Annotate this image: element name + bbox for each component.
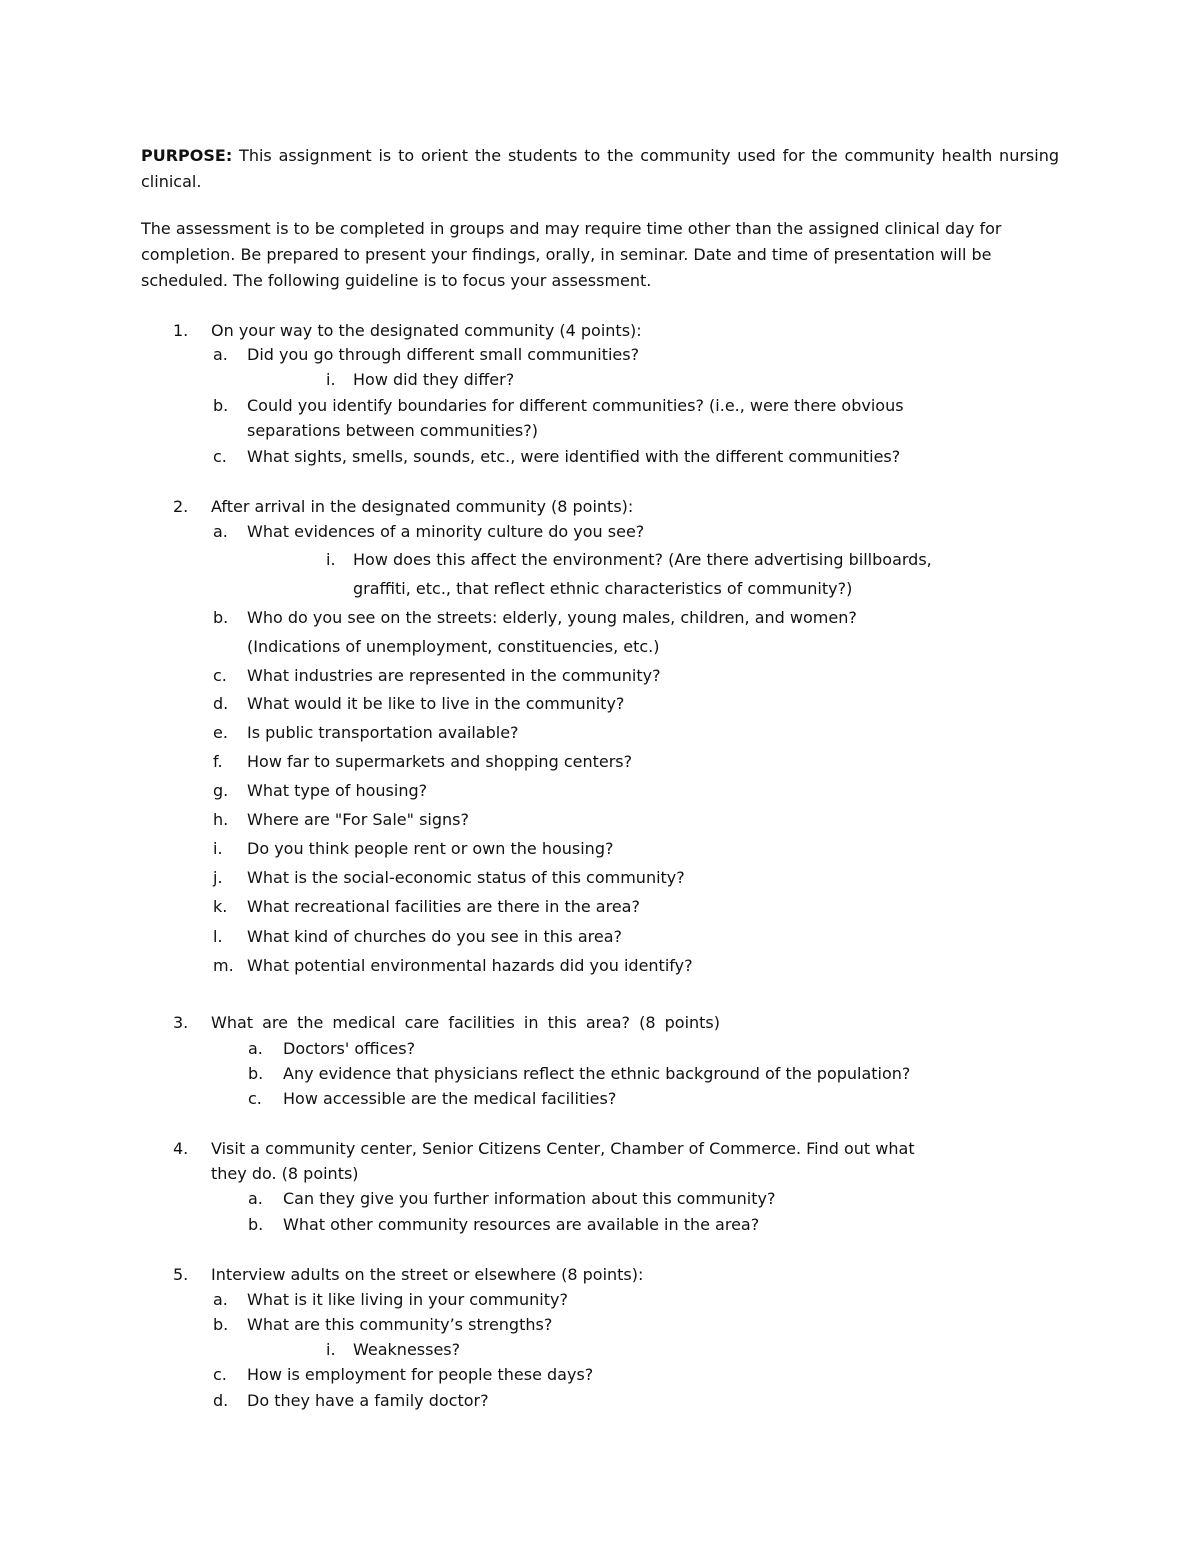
- list-item: What other community resources are available in the area?: [283, 1215, 760, 1234]
- item-marker: a.: [213, 345, 228, 364]
- list-item-continuation: (Indications of unemployment, constituencies, etc.): [247, 637, 660, 656]
- item-marker: c.: [213, 447, 227, 466]
- item-marker: c.: [213, 666, 227, 685]
- list-item: Weaknesses?: [353, 1340, 461, 1359]
- list-item: Can they give you further information about this community?: [283, 1189, 776, 1208]
- item-marker: l.: [213, 927, 223, 946]
- section-number: 3.: [173, 1013, 189, 1032]
- list-item: Any evidence that physicians reflect the ethnic background of the population?: [283, 1064, 911, 1083]
- item-marker: i.: [213, 839, 223, 858]
- item-marker: i.: [326, 1340, 336, 1359]
- item-marker: b.: [213, 396, 229, 415]
- list-item-continuation: separations between communities?): [247, 421, 538, 440]
- list-item: Do you think people rent or own the housing?: [247, 839, 614, 858]
- list-item: What evidences of a minority culture do you see?: [247, 522, 645, 541]
- section-number: 1.: [173, 321, 189, 340]
- list-item: How did they differ?: [353, 370, 515, 389]
- list-item: Is public transportation available?: [247, 723, 519, 742]
- list-item: What industries are represented in the community?: [247, 666, 661, 685]
- item-marker: b.: [248, 1064, 264, 1083]
- section-title-continuation: they do. (8 points): [211, 1164, 359, 1183]
- list-item: What are this community’s strengths?: [247, 1315, 553, 1334]
- list-item: What kind of churches do you see in this area?: [247, 927, 622, 946]
- section-number: 4.: [173, 1139, 189, 1158]
- list-item: Could you identify boundaries for different communities? (i.e., were there obvious: [247, 396, 904, 415]
- item-marker: f.: [213, 752, 223, 771]
- item-marker: m.: [213, 956, 234, 975]
- list-item: What sights, smells, sounds, etc., were identified with the different communities?: [247, 447, 901, 466]
- purpose-text: This assignment is to orient the students to the community used for the community health nursing clinical.: [141, 146, 1059, 191]
- section-number: 2.: [173, 497, 189, 516]
- item-marker: a.: [248, 1189, 263, 1208]
- item-marker: a.: [213, 1290, 228, 1309]
- item-marker: i.: [326, 370, 336, 389]
- section-number: 5.: [173, 1265, 189, 1284]
- item-marker: b.: [213, 1315, 229, 1334]
- list-item: How far to supermarkets and shopping centers?: [247, 752, 633, 771]
- list-item: Who do you see on the streets: elderly, young males, children, and women?: [247, 608, 857, 627]
- list-item: What recreational facilities are there in the area?: [247, 897, 640, 916]
- list-item: Doctors' offices?: [283, 1039, 416, 1058]
- item-marker: a.: [248, 1039, 263, 1058]
- list-item: How is employment for people these days?: [247, 1365, 594, 1384]
- item-marker: d.: [213, 1391, 229, 1410]
- item-marker: a.: [213, 522, 228, 541]
- list-item: What potential environmental hazards did you identify?: [247, 956, 693, 975]
- list-item: Do they have a family doctor?: [247, 1391, 489, 1410]
- section-title: Interview adults on the street or elsewhere (8 points):: [211, 1265, 644, 1284]
- list-item: What type of housing?: [247, 781, 428, 800]
- list-item: Where are "For Sale" signs?: [247, 810, 469, 829]
- section-title: Visit a community center, Senior Citizens Center, Chamber of Commerce. Find out what: [211, 1139, 915, 1158]
- intro-paragraph: The assessment is to be completed in groups and may require time other than the assigned clinical day for completion. Be prepared to present your findings, orally, in seminar. Date and time of presentation will be scheduled. The following guideline is to focus your assessment.: [141, 219, 1002, 290]
- list-item: Did you go through different small communities?: [247, 345, 640, 364]
- item-marker: j.: [213, 868, 223, 887]
- item-marker: b.: [213, 608, 229, 627]
- item-marker: k.: [213, 897, 228, 916]
- list-item-continuation: graffiti, etc., that reflect ethnic characteristics of community?): [353, 579, 853, 598]
- list-item: What would it be like to live in the community?: [247, 694, 625, 713]
- item-marker: c.: [248, 1089, 262, 1108]
- section-title: On your way to the designated community (4 points):: [211, 321, 642, 340]
- list-item: What is the social-economic status of this community?: [247, 868, 685, 887]
- item-marker: c.: [213, 1365, 227, 1384]
- purpose-label: PURPOSE:: [141, 146, 233, 165]
- list-item: What is it like living in your community?: [247, 1290, 568, 1309]
- item-marker: d.: [213, 694, 229, 713]
- item-marker: g.: [213, 781, 229, 800]
- section-title: After arrival in the designated community (8 points):: [211, 497, 634, 516]
- section-title: What are the medical care facilities in this area? (8 points): [211, 1013, 721, 1032]
- item-marker: b.: [248, 1215, 264, 1234]
- purpose-paragraph: [141, 143, 1059, 195]
- list-item: How does this affect the environment? (Are there advertising billboards,: [353, 550, 932, 569]
- item-marker: h.: [213, 810, 229, 829]
- item-marker: i.: [326, 550, 336, 569]
- list-item: How accessible are the medical facilities?: [283, 1089, 617, 1108]
- item-marker: e.: [213, 723, 228, 742]
